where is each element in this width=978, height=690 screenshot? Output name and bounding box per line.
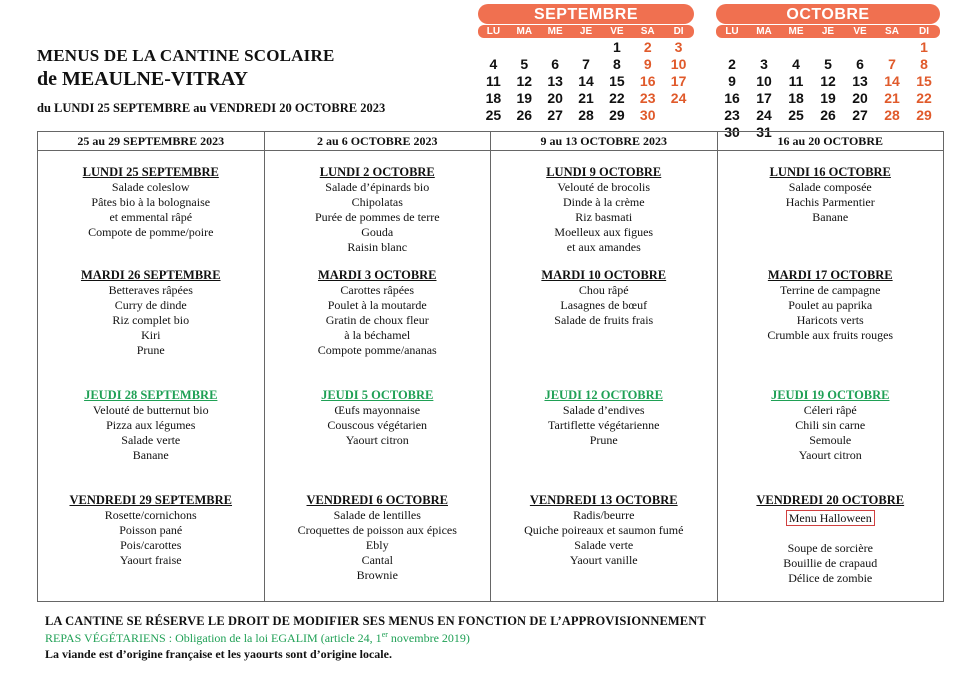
menu-item: Bouillie de crapaud: [783, 556, 878, 570]
calendar-weekday: JE: [571, 25, 602, 38]
menu-item: Brownie: [356, 568, 398, 582]
menu-item: Quiche poireaux et saumon fumé: [524, 523, 684, 537]
calendar-day: 9: [728, 73, 736, 89]
day-menu: [718, 165, 944, 225]
calendar-day: [509, 39, 540, 56]
calendar-day: 13: [547, 73, 563, 89]
menu-item: Betteraves râpées: [108, 283, 193, 297]
calendar-day: 1: [612, 39, 621, 55]
vegetarian-label: REPAS VÉGÉTARIENS: [45, 631, 166, 645]
calendar-day: 30: [639, 107, 656, 123]
menu-item: Pois/carottes: [120, 538, 182, 552]
calendar-day: 4: [792, 56, 800, 72]
calendar-day-grid: [716, 39, 940, 141]
menu-item: Dinde à la crème: [562, 195, 645, 209]
calendar-day: 15: [609, 73, 625, 89]
week-header: 25 au 29 SEPTEMBRE 2023: [38, 132, 264, 151]
menu-item: Pizza aux légumes: [106, 418, 196, 432]
menu-item: Salade d’épinards bio: [325, 180, 430, 194]
calendar-day: 16: [724, 90, 740, 106]
day-menu: [265, 165, 491, 255]
calendar-day-grid: [478, 39, 694, 124]
day-menu: [38, 493, 264, 568]
calendar-day: [844, 39, 876, 56]
calendar-september: [478, 4, 694, 124]
day-menu: [718, 268, 944, 343]
menu-item: Banane: [812, 210, 849, 224]
day-title: LUNDI 2 OCTOBRE: [319, 165, 435, 179]
menu-item: Moelleux aux figues: [554, 225, 654, 239]
calendar-weekday: ME: [540, 25, 571, 38]
calendar-day: [663, 107, 694, 124]
menu-item: Pâtes bio à la bolognaise: [91, 195, 211, 209]
menu-item: et aux amandes: [566, 240, 641, 254]
day-menu: [265, 268, 491, 358]
calendar-weekday: DI: [908, 25, 940, 38]
calendar-day: 25: [485, 107, 502, 123]
calendar-weekday-row: [478, 25, 694, 38]
calendar-month-header: OCTOBRE: [716, 4, 940, 24]
menu-item: Poisson pané: [119, 523, 183, 537]
week-header: 9 au 13 OCTOBRE 2023: [491, 132, 717, 151]
calendar-day: 23: [724, 107, 740, 123]
day-menu: [38, 268, 264, 358]
calendar-weekday: SA: [632, 25, 663, 38]
calendar-weekday: VE: [601, 25, 632, 38]
menu-item: Salade de fruits frais: [554, 313, 654, 327]
menu-item: Yaourt citron: [798, 448, 862, 462]
calendar-day: 31: [756, 124, 772, 140]
menu-item: Lasagnes de bœuf: [560, 298, 648, 312]
calendar-day: 24: [670, 90, 687, 106]
special-menu-label: Menu Halloween: [786, 510, 875, 526]
page-title-line2: de MEAULNE-VITRAY: [37, 68, 248, 90]
calendar-day: 3: [760, 56, 768, 72]
day-menu: [491, 165, 717, 255]
period-subtitle: du LUNDI 25 SEPTEMBRE au VENDREDI 20 OCTOBRE 2023: [37, 101, 386, 115]
calendar-day: 10: [756, 73, 772, 89]
calendar-day: 19: [516, 90, 533, 106]
calendar-day: 11: [486, 73, 501, 89]
calendar-weekday: SA: [876, 25, 908, 38]
menu-item: Semoule: [809, 433, 852, 447]
special-menu-wrap: [718, 508, 944, 526]
day-menu: [491, 268, 717, 328]
calendar-weekday: ME: [780, 25, 812, 38]
calendar-day: 4: [489, 56, 498, 72]
week-header: 16 au 20 OCTOBRE: [718, 132, 944, 151]
day-title: JEUDI 28 SEPTEMBRE: [84, 388, 218, 402]
calendar-day: 8: [920, 56, 928, 72]
menu-item: Banane: [132, 448, 169, 462]
calendar-day: 14: [884, 73, 900, 89]
calendar-day: [540, 39, 571, 56]
calendar-day: 12: [820, 73, 836, 89]
calendar-day: [716, 39, 748, 56]
menu-item: Yaourt citron: [345, 433, 409, 447]
vegetarian-text-end: novembre 2019): [387, 631, 470, 645]
day-title: JEUDI 19 OCTOBRE: [770, 388, 890, 402]
calendar-weekday: LU: [716, 25, 748, 38]
calendar-day: 10: [670, 56, 687, 72]
calendar-weekday: VE: [844, 25, 876, 38]
footer-origin-note: La viande est d’origine française et les yaourts sont d’origine locale.: [45, 647, 392, 661]
menu-item: Yaourt vanille: [569, 553, 638, 567]
menu-item: Radis/beurre: [573, 508, 635, 522]
week-column: [265, 132, 492, 601]
menu-item: Rosette/cornichons: [104, 508, 197, 522]
day-title: MARDI 17 OCTOBRE: [767, 268, 893, 282]
calendar-weekday: LU: [478, 25, 509, 38]
menu-item: Velouté de butternut bio: [92, 403, 209, 417]
day-menu: [38, 165, 264, 240]
day-title: MARDI 3 OCTOBRE: [317, 268, 437, 282]
calendar-day: 8: [612, 56, 621, 72]
calendar-weekday: DI: [663, 25, 694, 38]
calendar-weekday-row: [716, 25, 940, 38]
calendar-day: 3: [674, 39, 683, 55]
calendar-day: 12: [516, 73, 533, 89]
menu-item: Salade coleslow: [111, 180, 190, 194]
calendar-day: 13: [852, 73, 868, 89]
menu-item: Poulet au paprika: [788, 298, 873, 312]
day-menu: [491, 493, 717, 568]
menu-item: Tartiflette végétarienne: [548, 418, 660, 432]
menu-item: Salade d’endives: [562, 403, 645, 417]
calendar-day: 1: [920, 39, 928, 55]
menu-item: Délice de zombie: [788, 571, 873, 585]
day-title: MARDI 26 SEPTEMBRE: [80, 268, 221, 282]
menu-item: Curry de dinde: [114, 298, 187, 312]
page-title-line1: MENUS DE LA CANTINE SCOLAIRE: [37, 46, 335, 65]
menu-item: Salade de lentilles: [333, 508, 421, 522]
calendar-day: 19: [820, 90, 836, 106]
menu-table: [37, 131, 944, 602]
menu-item: Compote pomme/ananas: [317, 343, 437, 357]
calendar-day: 30: [724, 124, 740, 140]
calendar-day: 9: [643, 56, 652, 72]
menu-item: Prune: [589, 433, 618, 447]
calendar-day: 16: [639, 73, 656, 89]
menu-item: Salade verte: [121, 433, 181, 447]
menu-item: Velouté de brocolis: [557, 180, 651, 194]
calendar-day: 18: [485, 90, 502, 106]
calendar-month-header: SEPTEMBRE: [478, 4, 694, 24]
calendar-day: [748, 39, 780, 56]
menu-item: Chou râpé: [578, 283, 629, 297]
menu-item: et emmental râpé: [109, 210, 193, 224]
calendar-day: 17: [670, 73, 687, 89]
day-title: VENDREDI 20 OCTOBRE: [756, 493, 905, 507]
calendar-day: 15: [916, 73, 932, 89]
calendar-day: 6: [856, 56, 864, 72]
day-title: LUNDI 16 OCTOBRE: [769, 165, 891, 179]
menu-spacer: [718, 526, 944, 541]
menu-item: Cantal: [361, 553, 393, 567]
day-menu: [265, 388, 491, 448]
footer-vegetarian-note: [45, 630, 470, 646]
calendar-day: [571, 39, 602, 56]
menu-item: Chipolatas: [351, 195, 403, 209]
menu-item: Purée de pommes de terre: [314, 210, 440, 224]
calendar-day: 5: [824, 56, 832, 72]
week-column: [718, 132, 944, 601]
calendar-day: 23: [639, 90, 656, 106]
menu-item: Couscous végétarien: [327, 418, 428, 432]
menu-item: Hachis Parmentier: [785, 195, 875, 209]
calendar-day: 22: [916, 90, 932, 106]
calendar-day: 28: [578, 107, 594, 123]
calendar-weekday: JE: [812, 25, 844, 38]
day-menu: [265, 493, 491, 583]
day-title: VENDREDI 29 SEPTEMBRE: [69, 493, 233, 507]
day-menu: [718, 388, 944, 463]
calendar-day: 7: [582, 56, 590, 72]
day-title: MARDI 10 OCTOBRE: [541, 268, 667, 282]
menu-item: Céleri râpé: [803, 403, 857, 417]
day-menu: [491, 388, 717, 448]
footer-notice: LA CANTINE SE RÉSERVE LE DROIT DE MODIFIER SES MENUS EN FONCTION DE L’APPROVISIONNEMENT: [45, 614, 706, 628]
calendar-day: 20: [547, 90, 563, 106]
menu-item: Croquettes de poisson aux épices: [297, 523, 457, 537]
calendar-day: 21: [884, 90, 900, 106]
calendar-day: 2: [643, 39, 652, 55]
calendar-day: 29: [916, 107, 932, 123]
menu-item: Yaourt fraise: [119, 553, 182, 567]
menu-item: Poulet à la moutarde: [327, 298, 427, 312]
vegetarian-sup: er: [381, 630, 388, 639]
calendar-day: 26: [820, 107, 836, 123]
calendar-day: 17: [756, 90, 772, 106]
calendar-day: 21: [578, 90, 594, 106]
week-header: 2 au 6 OCTOBRE 2023: [265, 132, 491, 151]
calendar-day: 26: [516, 107, 533, 123]
day-title: VENDREDI 6 OCTOBRE: [306, 493, 448, 507]
menu-item: Riz complet bio: [112, 313, 190, 327]
calendar-day: 11: [788, 73, 804, 89]
menu-item: Chili sin carne: [795, 418, 866, 432]
week-column: [491, 132, 718, 601]
calendar-day: 27: [852, 107, 868, 123]
calendar-day: 6: [551, 56, 560, 72]
day-title: VENDREDI 13 OCTOBRE: [529, 493, 678, 507]
calendar-day: 22: [609, 90, 625, 106]
calendar-day: 24: [756, 107, 772, 123]
menu-item: Œufs mayonnaise: [334, 403, 421, 417]
day-menu: [718, 493, 944, 586]
menu-item: Riz basmati: [575, 210, 633, 224]
menu-item: Terrine de campagne: [780, 283, 881, 297]
menu-item: Compote de pomme/poire: [88, 225, 214, 239]
day-menu: [38, 388, 264, 463]
menu-item: Soupe de sorcière: [787, 541, 873, 555]
week-column: [38, 132, 265, 601]
calendar-day: 5: [520, 56, 529, 72]
menu-item: Haricots verts: [796, 313, 864, 327]
calendar-day: 29: [609, 107, 625, 123]
day-title: LUNDI 9 OCTOBRE: [546, 165, 662, 179]
day-title: JEUDI 12 OCTOBRE: [544, 388, 664, 402]
calendar-weekday: MA: [509, 25, 540, 38]
calendar-day: 18: [788, 90, 804, 106]
calendar-day: 28: [884, 107, 900, 123]
calendar-day: [780, 39, 812, 56]
calendar-day: 27: [547, 107, 563, 123]
calendar-weekday: MA: [748, 25, 780, 38]
calendar-day: 2: [728, 56, 736, 72]
calendar-day: 7: [888, 56, 896, 72]
day-title: LUNDI 25 SEPTEMBRE: [82, 165, 219, 179]
calendar-day: 25: [788, 107, 804, 123]
menu-item: Ebly: [365, 538, 389, 552]
menu-item: Gratin de choux fleur: [325, 313, 429, 327]
calendar-october: [716, 4, 940, 141]
vegetarian-text: : Obligation de la loi EGALIM (article 24, 1: [165, 631, 382, 645]
menu-item: à la béchamel: [344, 328, 411, 342]
menu-item: Salade verte: [574, 538, 634, 552]
menu-item: Raisin blanc: [347, 240, 408, 254]
calendar-day: [876, 39, 908, 56]
menu-item: Kiri: [141, 328, 161, 342]
menu-item: Salade composée: [788, 180, 872, 194]
menu-item: Prune: [136, 343, 165, 357]
calendar-day: [812, 39, 844, 56]
calendar-day: 20: [852, 90, 868, 106]
calendar-day: [478, 39, 509, 56]
calendar-day: 14: [578, 73, 594, 89]
menu-item: Crumble aux fruits rouges: [767, 328, 894, 342]
menu-item: Carottes râpées: [340, 283, 415, 297]
menu-item: Gouda: [361, 225, 394, 239]
day-title: JEUDI 5 OCTOBRE: [321, 388, 434, 402]
